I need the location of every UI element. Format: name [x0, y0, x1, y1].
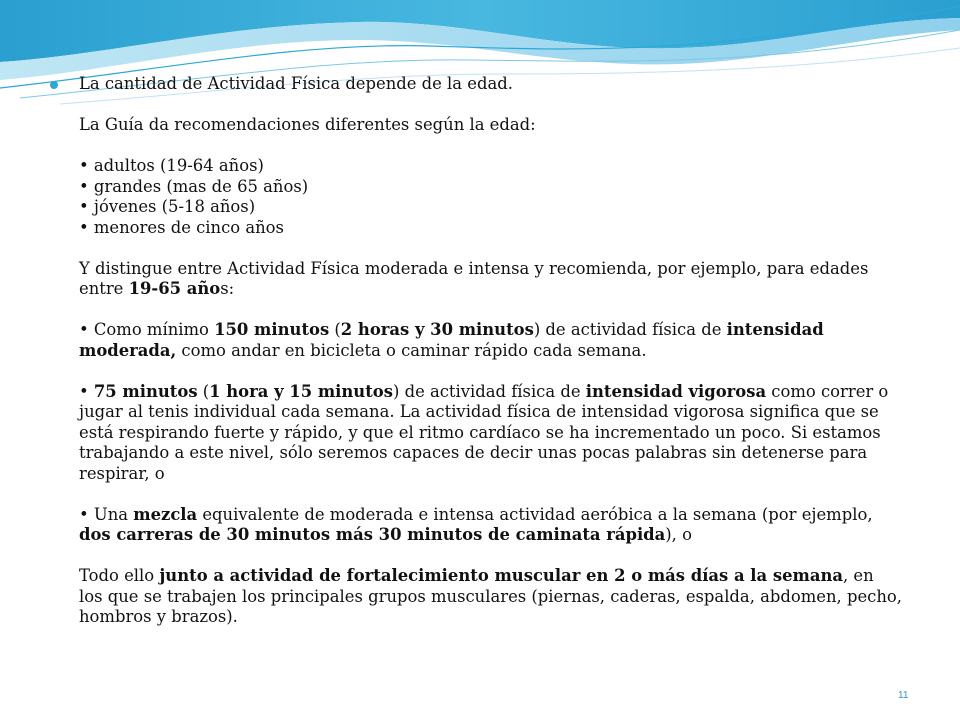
age-item-seniors: • grandes (mas de 65 años)	[79, 176, 309, 196]
guide-line: La Guía da recomendaciones diferentes según la edad:	[79, 115, 536, 134]
main-bullet-dot	[50, 81, 58, 89]
distinguish-paragraph: Y distingue entre Actividad Física moderada e intensa y recomienda, por ejemplo, para edades entre 19-65 años:	[79, 258, 869, 298]
recommendation-vigorous: • 75 minutos (1 hora y 15 minutos) de actividad física de intensidad vigorosa como correr o jugar al tenis individual cada semana. La actividad física de intensidad vigorosa significa que se está respirando fuerte y rápido, y que el ritmo cardíaco se ha incrementado un poco. Si estamos trabajando a este nivel, sólo seremos capaces de decir unas pocas palabras sin detenerse para respirar, o	[79, 381, 889, 483]
recommendation-mix: • Una mezcla equivalente de moderada e intensa actividad aeróbica a la semana (por ejemplo, dos carreras de 30 minutos más 30 minutos de caminata rápida), o	[79, 504, 873, 544]
age-item-youth: • jóvenes (5-18 años)	[79, 197, 256, 216]
strength-paragraph: Todo ello junto a actividad de fortalecimiento muscular en 2 o más días a la semana, en los que se trabajen los principales grupos musculares (piernas, caderas, espalda, abdomen, pecho, hombros y brazos).	[79, 566, 902, 626]
slide-number: 11	[898, 690, 909, 701]
age-item-under-five: • menores de cinco años	[79, 217, 284, 237]
recommendation-moderate: • Como mínimo 150 minutos (2 horas y 30 minutos) de actividad física de intensidad moderada, como andar en bicicleta o caminar rápido cada semana.	[79, 320, 824, 360]
intro-line: La cantidad de Actividad Física depende de la edad.	[79, 74, 513, 93]
slide-body	[52, 74, 902, 628]
age-item-adults: • adultos (19-64 años)	[79, 156, 264, 175]
